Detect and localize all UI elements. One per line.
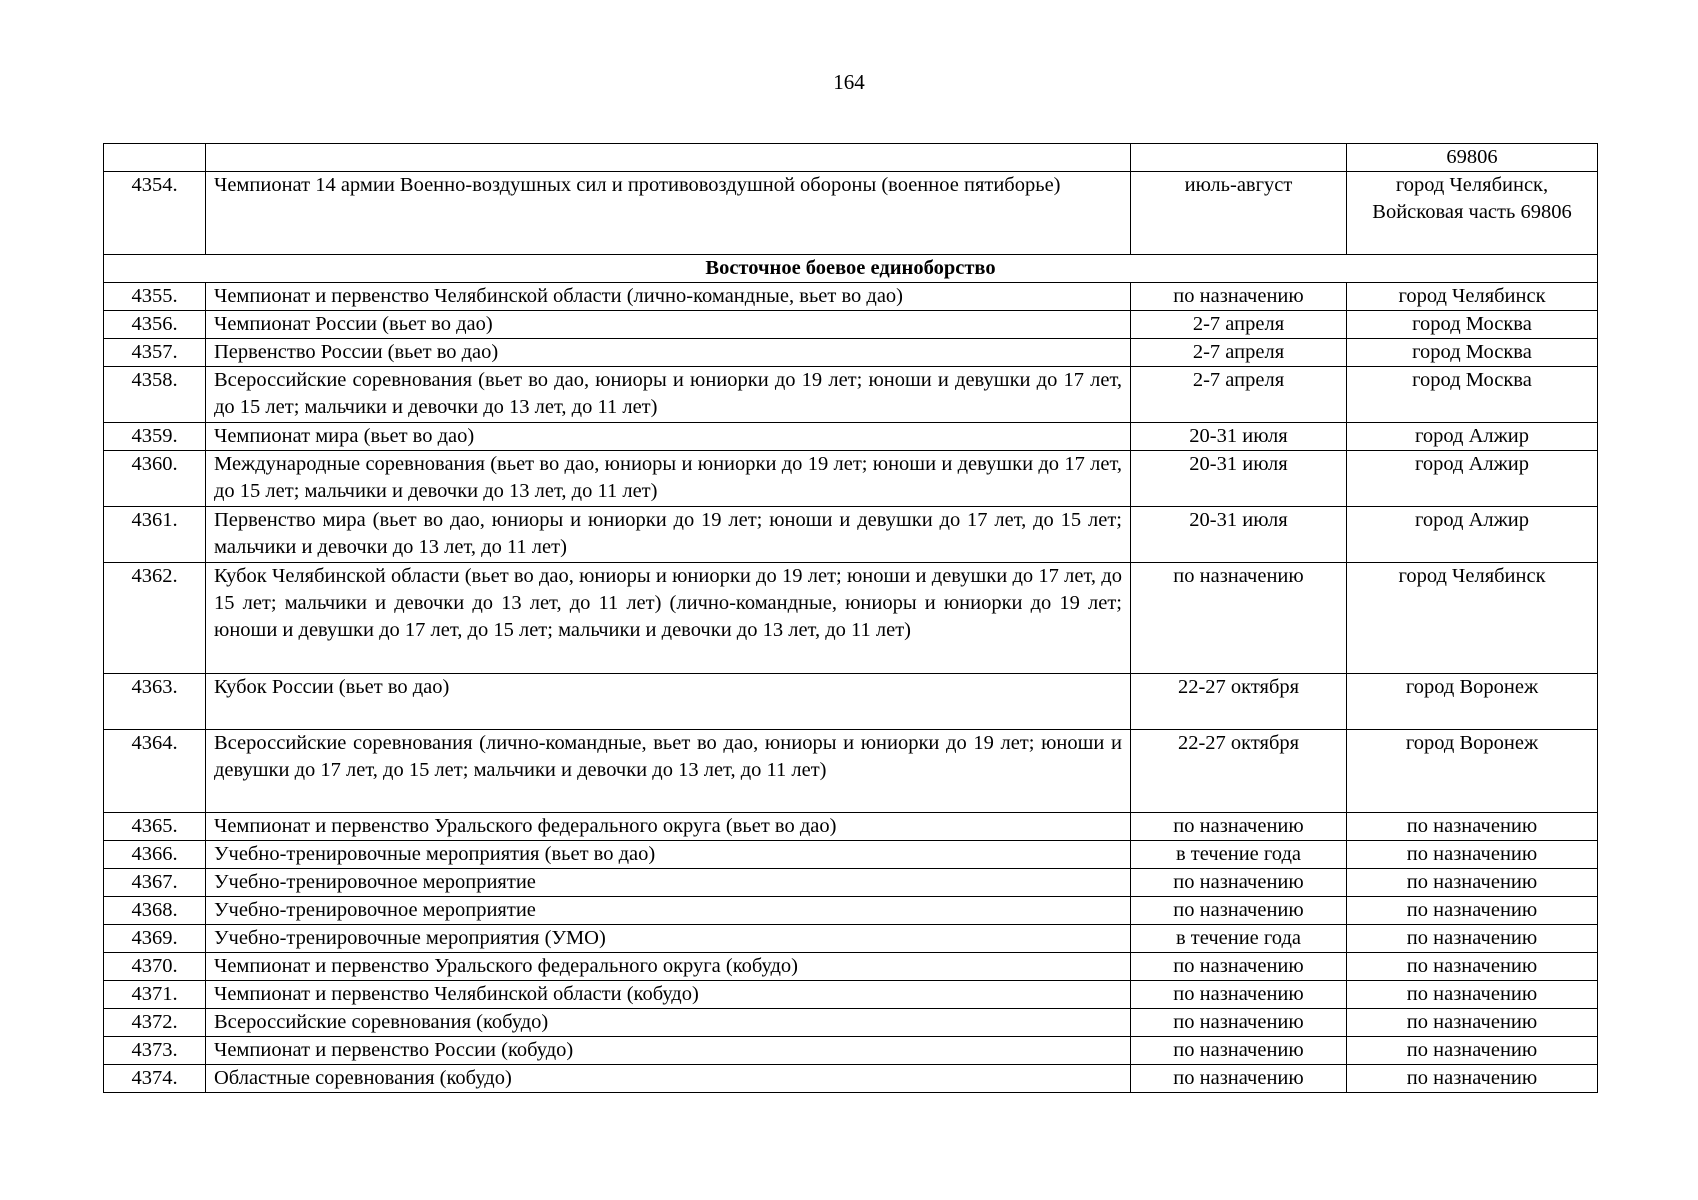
event-name: Учебно-тренировочное мероприятие [206,897,1131,925]
event-place: по назначению [1347,841,1598,869]
event-date: 2-7 апреля [1131,311,1347,339]
event-date: 22-27 октября [1131,674,1347,730]
event-date: 22-27 октября [1131,730,1347,813]
row-number: 4359. [104,423,206,451]
row-number: 4354. [104,172,206,255]
event-name: Учебно-тренировочное мероприятие [206,869,1131,897]
event-place: город Алжир [1347,507,1598,563]
table-row [104,339,1598,367]
table-row [104,953,1598,981]
event-date: по назначению [1131,869,1347,897]
event-name: Чемпионат и первенство Челябинской области (лично-командные, вьет во дао) [206,283,1131,311]
table-row [104,925,1598,953]
row-number: 4364. [104,730,206,813]
event-date: в течение года [1131,925,1347,953]
table-row [104,423,1598,451]
event-name: Чемпионат и первенство России (кобудо) [206,1037,1131,1065]
table-row [104,367,1598,423]
event-name: Всероссийские соревнования (кобудо) [206,1009,1131,1037]
event-date: по назначению [1131,283,1347,311]
event-date: по назначению [1131,953,1347,981]
event-name: Кубок Челябинской области (вьет во дао, юниоры и юниорки до 19 лет; юноши и девушки до 17 лет, до 15 лет; мальчики и девочки до 13 лет, до 11 лет) (лично-командные, юниоры и юниорки до 19 лет; юноши и девушки до 17 лет, до 15 лет; мальчики и девочки до 13 лет, до 11 лет) [206,563,1131,674]
table-row [104,563,1598,674]
event-name: Первенство России (вьет во дао) [206,339,1131,367]
event-date: 20-31 июля [1131,423,1347,451]
event-place: по назначению [1347,953,1598,981]
event-place: город Воронеж [1347,730,1598,813]
row-number: 4370. [104,953,206,981]
table-row [104,283,1598,311]
table-row [104,869,1598,897]
event-place: город Челябинск [1347,563,1598,674]
event-date: по назначению [1131,1037,1347,1065]
event-place: город Челябинск [1347,283,1598,311]
table-row [104,1037,1598,1065]
event-name: Международные соревнования (вьет во дао, юниоры и юниорки до 19 лет; юноши и девушки до 17 лет, до 15 лет; мальчики и девочки до 13 лет, до 11 лет) [206,451,1131,507]
row-number: 4363. [104,674,206,730]
row-number [104,144,206,172]
table-row [104,311,1598,339]
event-name: Чемпионат и первенство Уральского федерального округа (вьет во дао) [206,813,1131,841]
row-number: 4357. [104,339,206,367]
event-place: по назначению [1347,1009,1598,1037]
table-row-continuation [104,144,1598,172]
event-name: Всероссийские соревнования (лично-командные, вьет во дао, юниоры и юниорки до 19 лет; юноши и девушки до 17 лет, до 15 лет; мальчики и девочки до 13 лет, до 11 лет) [206,730,1131,813]
table-row [104,897,1598,925]
event-place: по назначению [1347,869,1598,897]
table-row [104,730,1598,813]
event-date: июль-август [1131,172,1347,255]
row-number: 4355. [104,283,206,311]
event-date: по назначению [1131,981,1347,1009]
event-place: по назначению [1347,813,1598,841]
row-number: 4374. [104,1065,206,1093]
section-title: Восточное боевое единоборство [104,255,1598,283]
events-table [103,143,1598,1093]
section-header-row [104,255,1598,283]
event-date: 2-7 апреля [1131,367,1347,423]
table-row [104,1065,1598,1093]
event-name: Чемпионат мира (вьет во дао) [206,423,1131,451]
row-number: 4367. [104,869,206,897]
table-row [104,451,1598,507]
row-number: 4360. [104,451,206,507]
event-place: город Москва [1347,311,1598,339]
event-date: 20-31 июля [1131,507,1347,563]
event-name: Всероссийские соревнования (вьет во дао, юниоры и юниорки до 19 лет; юноши и девушки до 17 лет, до 15 лет; мальчики и девочки до 13 лет, до 11 лет) [206,367,1131,423]
event-name: Кубок России (вьет во дао) [206,674,1131,730]
event-place: город Воронеж [1347,674,1598,730]
event-name: Чемпионат 14 армии Военно-воздушных сил и противовоздушной обороны (военное пятиборье) [206,172,1131,255]
table-row [104,981,1598,1009]
table-row [104,674,1598,730]
row-number: 4372. [104,1009,206,1037]
event-place: город Алжир [1347,423,1598,451]
row-number: 4362. [104,563,206,674]
event-place: город Москва [1347,367,1598,423]
event-date [1131,144,1347,172]
event-name: Чемпионат и первенство Уральского федерального округа (кобудо) [206,953,1131,981]
table-row [104,813,1598,841]
event-name: Чемпионат России (вьет во дао) [206,311,1131,339]
event-name: Учебно-тренировочные мероприятия (вьет во дао) [206,841,1131,869]
event-place: по назначению [1347,897,1598,925]
row-number: 4365. [104,813,206,841]
page-number: 164 [833,70,865,94]
event-place: 69806 [1347,144,1598,172]
table-row [104,172,1598,255]
event-date: 20-31 июля [1131,451,1347,507]
event-date: по назначению [1131,1065,1347,1093]
event-date: 2-7 апреля [1131,339,1347,367]
event-name: Первенство мира (вьет во дао, юниоры и юниорки до 19 лет; юноши и девушки до 17 лет, до 15 лет; мальчики и девочки до 13 лет, до 11 лет) [206,507,1131,563]
event-place: город Москва [1347,339,1598,367]
event-place: город Алжир [1347,451,1598,507]
event-place: по назначению [1347,925,1598,953]
event-name: Чемпионат и первенство Челябинской области (кобудо) [206,981,1131,1009]
row-number: 4371. [104,981,206,1009]
event-name: Областные соревнования (кобудо) [206,1065,1131,1093]
table-row [104,507,1598,563]
event-date: в течение года [1131,841,1347,869]
row-number: 4356. [104,311,206,339]
row-number: 4358. [104,367,206,423]
table-row [104,841,1598,869]
event-date: по назначению [1131,813,1347,841]
event-date: по назначению [1131,563,1347,674]
row-number: 4366. [104,841,206,869]
event-place: по назначению [1347,1037,1598,1065]
row-number: 4368. [104,897,206,925]
event-place: город Челябинск, Войсковая часть 69806 [1347,172,1598,255]
event-date: по назначению [1131,1009,1347,1037]
event-date: по назначению [1131,897,1347,925]
row-number: 4361. [104,507,206,563]
row-number: 4373. [104,1037,206,1065]
event-place: по назначению [1347,981,1598,1009]
event-place: по назначению [1347,1065,1598,1093]
event-name: Учебно-тренировочные мероприятия (УМО) [206,925,1131,953]
table-row [104,1009,1598,1037]
row-number: 4369. [104,925,206,953]
event-name [206,144,1131,172]
